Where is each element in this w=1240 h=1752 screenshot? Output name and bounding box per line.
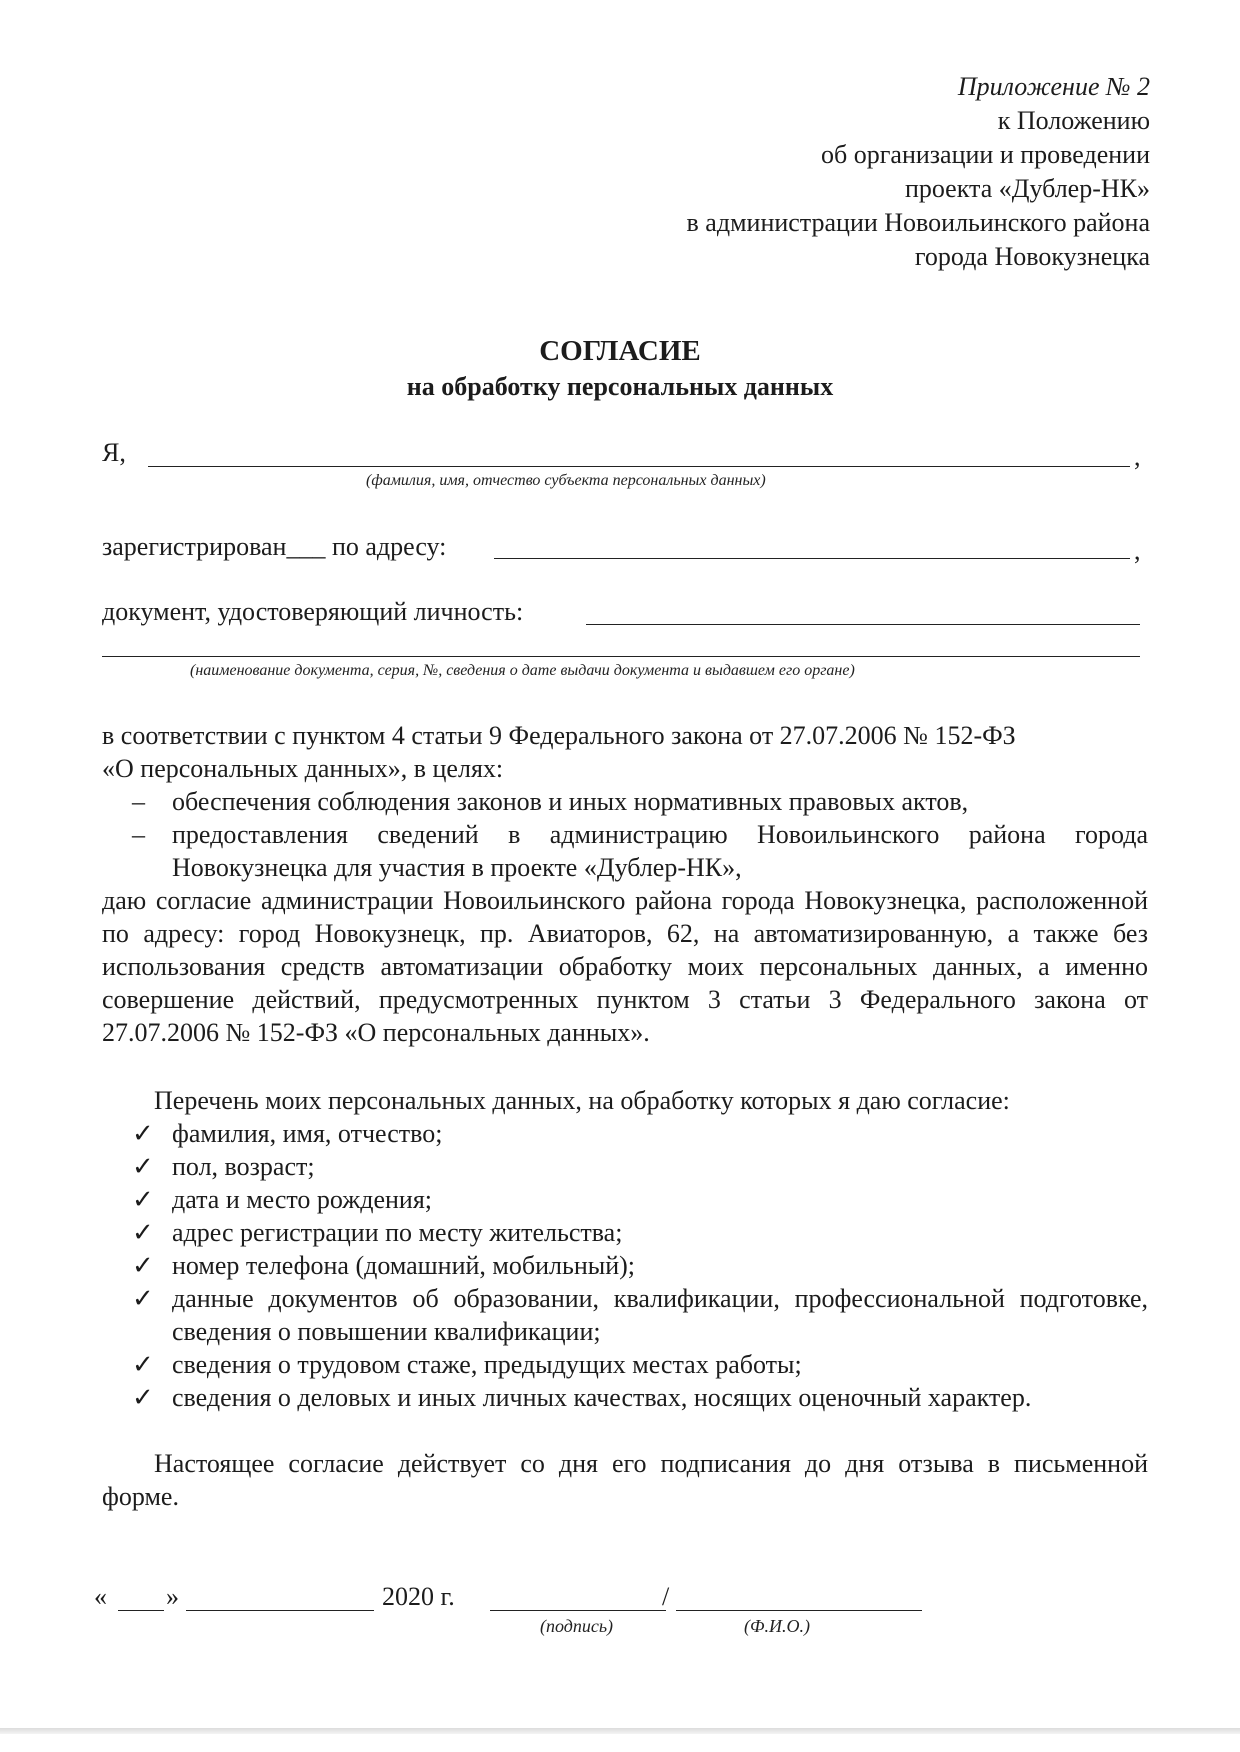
purpose-text: предоставления сведений в администрацию Новоильинского района города Новокузнецка для участия в проекте «Дублер-НК», [172, 820, 1148, 882]
intro-line-1: в соответствии с пунктом 4 статьи 9 Федерального закона от 27.07.2006 № 152-ФЗ [102, 721, 1016, 750]
appendix-number: Приложение № 2 [957, 72, 1150, 101]
document-field[interactable] [586, 624, 1140, 625]
i-label: Я, [102, 438, 126, 467]
document-field-continuation[interactable] [102, 656, 1140, 657]
signature-hint: (подпись) [540, 1616, 614, 1636]
comma: , [1134, 442, 1141, 471]
checkmark-icon: ✓ [132, 1152, 154, 1181]
checkmark-icon: ✓ [132, 1350, 154, 1379]
data-list-item: ✓ данные документов об образовании, квалификации, профессиональной подготовке, сведения о повышении квалификации; [132, 1284, 1148, 1346]
data-list-item: ✓ сведения о деловых и иных личных качествах, носящих оценочный характер. [132, 1383, 1032, 1412]
date-month-field[interactable] [186, 1610, 374, 1611]
data-list-item: ✓ фамилия, имя, отчество; [132, 1119, 443, 1148]
purposes-list [132, 785, 1148, 884]
name-field-hint: (фамилия, имя, отчество субъекта персональных данных) [366, 472, 766, 489]
document-label: документ, удостоверяющий личность: [102, 597, 524, 626]
date-day-field[interactable] [118, 1610, 164, 1611]
dash-marker: – [132, 787, 145, 816]
purpose-text: обеспечения соблюдения законов и иных нормативных правовых актов, [172, 787, 969, 816]
comma: , [1134, 536, 1141, 565]
appendix-line: к Положению [997, 106, 1150, 135]
checkmark-icon: ✓ [132, 1185, 154, 1214]
personal-data-list [132, 1117, 1148, 1414]
checkmark-icon: ✓ [132, 1119, 154, 1148]
date-year: 2020 г. [382, 1582, 455, 1611]
fio-hint: (Ф.И.О.) [744, 1616, 810, 1636]
appendix-line: об организации и проведении [821, 140, 1150, 169]
intro-line-2: «О персональных данных», в целях: [102, 754, 504, 783]
dash-marker: – [132, 820, 145, 849]
checkmark-icon: ✓ [132, 1383, 154, 1412]
document-field-hint: (наименование документа, серия, №, сведения о дате выдачи документа и выдавшем его органе) [190, 662, 855, 679]
appendix-header [590, 70, 1150, 274]
checkmark-icon: ✓ [132, 1251, 154, 1280]
date-quote-open: « [94, 1582, 107, 1611]
data-list-item: ✓ пол, возраст; [132, 1152, 315, 1181]
document-subtitle: на обработку персональных данных [406, 372, 834, 401]
fio-field[interactable] [676, 1610, 922, 1611]
date-quote-close: » [166, 1582, 179, 1611]
data-list-item: ✓ номер телефона (домашний, мобильный); [132, 1251, 636, 1280]
checkmark-icon: ✓ [132, 1218, 154, 1247]
validity-paragraph: Настоящее согласие действует со дня его подписания до дня отзыва в письменной форме. [102, 1449, 1148, 1511]
data-list-item: ✓ дата и место рождения; [132, 1185, 433, 1214]
consent-paragraph: даю согласие администрации Новоильинского района города Новокузнецка, расположенной по адресу: город Новокузнецк, пр. Авиаторов, 62, на автоматизированную, а также без использования средств автоматизации обработку моих персональных данных, а именно совершение действий, предусмотренных пунктом 3 статьи 3 Федерального закона от 27.07.2006 № 152-ФЗ «О персональных данных». [102, 886, 1148, 1047]
document-title: СОГЛАСИЕ [539, 335, 701, 367]
appendix-line: в администрации Новоильинского района [686, 208, 1150, 237]
checkmark-icon: ✓ [132, 1284, 154, 1313]
data-list-item: ✓ адрес регистрации по месту жительства; [132, 1218, 623, 1247]
signature-slash: / [662, 1582, 670, 1611]
registered-label: зарегистрирован___ по адресу: [102, 532, 447, 561]
name-field[interactable] [148, 466, 1130, 467]
data-list-intro: Перечень моих персональных данных, на обработку которых я даю согласие: [154, 1086, 1010, 1115]
scan-edge [0, 1728, 1240, 1734]
signature-field[interactable] [490, 1610, 666, 1611]
appendix-line: проекта «Дублер-НК» [904, 174, 1150, 203]
purpose-item [132, 785, 1148, 818]
data-list-item: ✓ сведения о трудовом стаже, предыдущих местах работы; [132, 1350, 802, 1379]
purpose-item [132, 818, 1148, 884]
address-field[interactable] [494, 558, 1130, 559]
appendix-line: города Новокузнецка [914, 242, 1150, 271]
